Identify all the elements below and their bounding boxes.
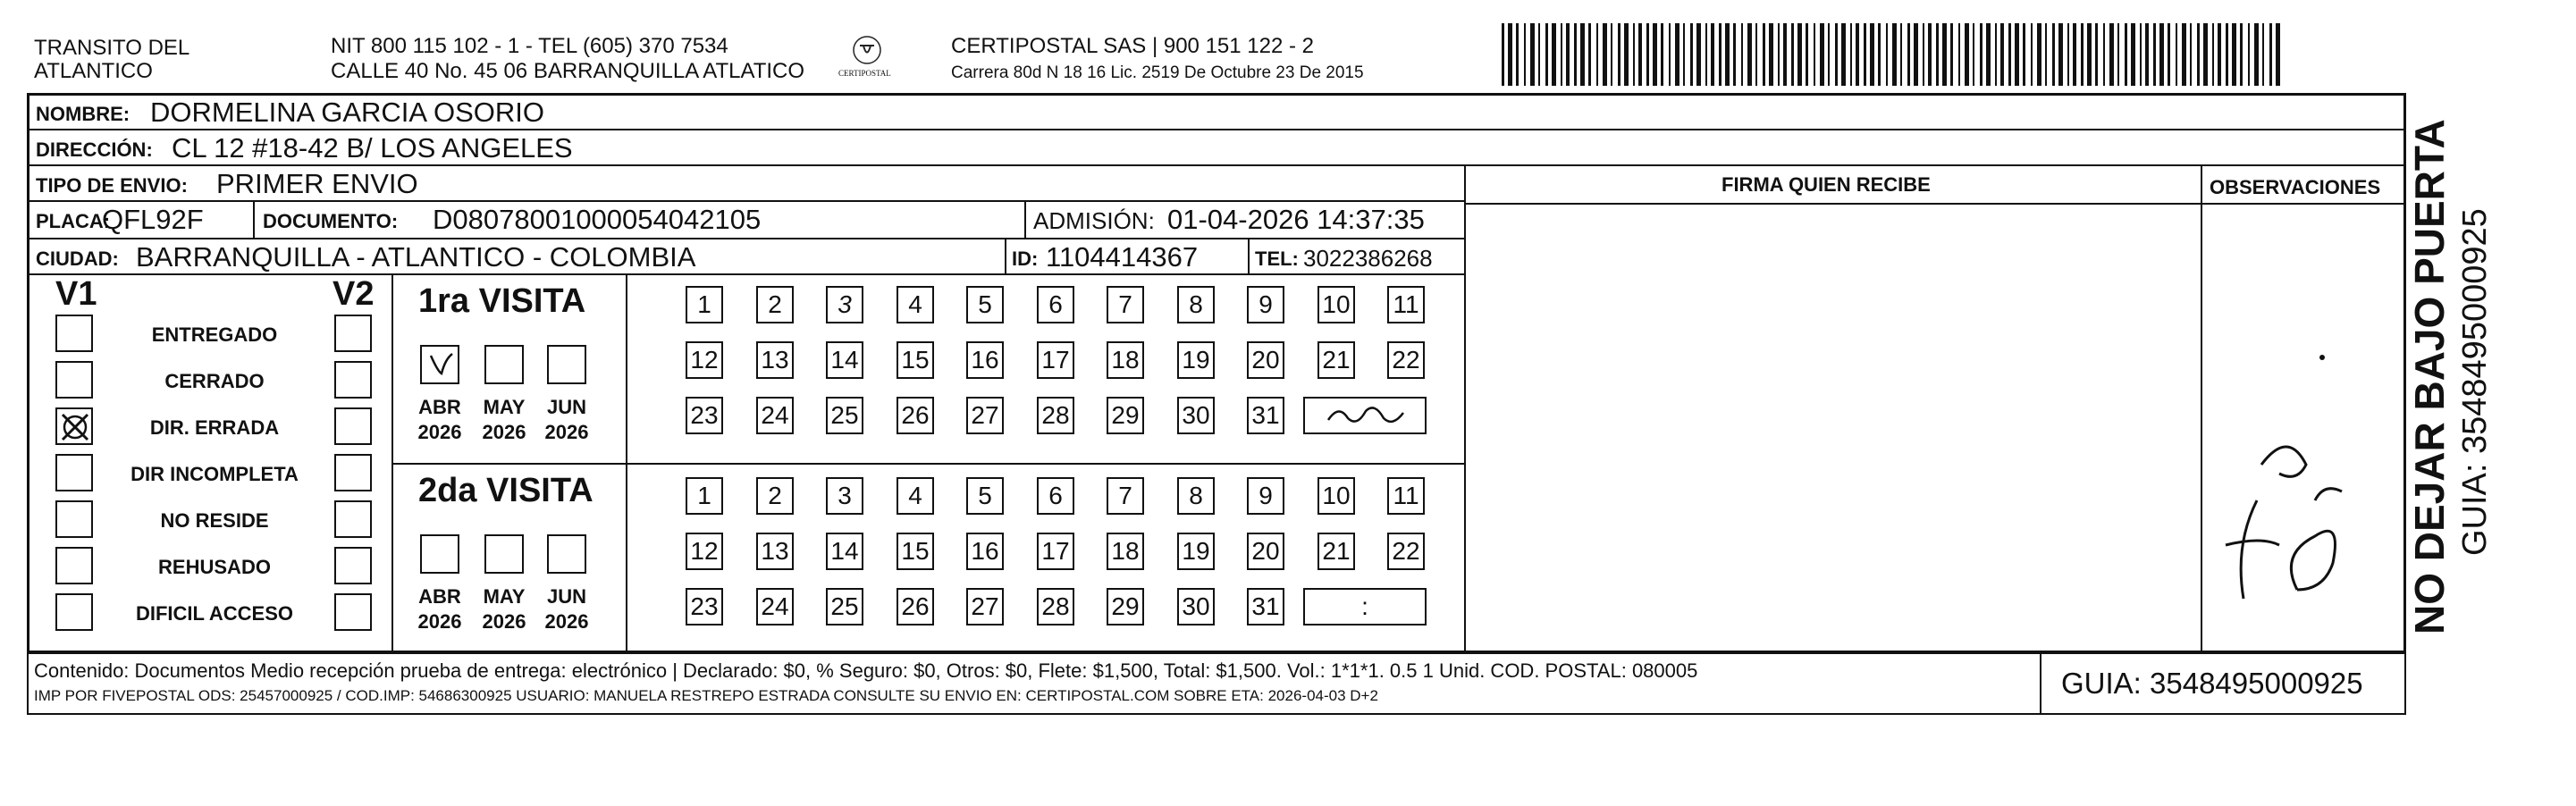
barcode-bar (1741, 23, 1743, 86)
visit2-day-cell[interactable]: 16 (966, 533, 1004, 570)
direccion-label: DIRECCIÓN: (36, 139, 153, 161)
barcode-bar (1705, 23, 1707, 86)
visit2-month-checkbox[interactable] (484, 534, 524, 574)
rule (391, 463, 1464, 465)
rule (1005, 238, 1006, 273)
barcode-bar (1923, 23, 1924, 86)
side-guia: GUIA: 3548495000925 (2456, 208, 2494, 556)
barcode-bar (2190, 23, 2192, 86)
rule (626, 273, 627, 651)
visit1-day-cell[interactable]: 14 (826, 341, 863, 379)
visit2-day-cell[interactable]: 14 (826, 533, 863, 570)
admision-label: ADMISIÓN: (1033, 207, 1155, 234)
barcode-bar (1508, 23, 1512, 86)
visit2-day-cell[interactable]: 10 (1317, 477, 1355, 515)
status-option-label: DIR INCOMPLETA (130, 463, 299, 485)
barcode-bar (1596, 23, 1598, 86)
barcode-bar (2226, 23, 2228, 86)
barcode-bar (2262, 23, 2264, 86)
barcode-bar (1661, 23, 1663, 86)
barcode-bar (2095, 23, 2098, 86)
company-name-line1: TRANSITO DEL (34, 36, 190, 60)
barcode-bar (2073, 23, 2076, 86)
barcode-bar (1646, 23, 1649, 86)
handwritten-observation (2208, 322, 2369, 608)
visit2-day-cell[interactable]: 31 (1247, 588, 1284, 625)
barcode-bar (1580, 23, 1585, 86)
status-v2-checkbox[interactable] (334, 547, 372, 584)
visit1-month-year: 2026 (417, 420, 462, 443)
visit1-month-year: 2026 (482, 420, 526, 443)
rule (253, 200, 255, 238)
direccion-value: CL 12 #18-42 B/ LOS ANGELES (172, 132, 573, 164)
barcode-bar (2015, 23, 2019, 86)
barcode-bar (2037, 23, 2041, 86)
status-option-label: ENTREGADO (151, 323, 278, 346)
barcode-bar (1545, 23, 1548, 86)
visit2-month-name: ABR (418, 585, 461, 608)
visit1-month-checkbox[interactable] (547, 345, 586, 384)
admision-value: 01-04-2026 14:37:35 (1167, 204, 1425, 235)
barcode-bar (2240, 23, 2243, 86)
visit1-day-cell[interactable]: 17 (1037, 341, 1074, 379)
barcode-bar (2269, 23, 2272, 86)
status-option-label: DIFICIL ACCESO (135, 602, 293, 625)
barcode-bar (1552, 23, 1556, 86)
visit1-day-cell[interactable]: 9 (1247, 286, 1284, 323)
barcode-bar (2008, 23, 2011, 86)
visit1-day-cell[interactable]: 12 (686, 341, 723, 379)
visit2-month-year: 2026 (482, 609, 526, 633)
visit2-day-cell[interactable]: 26 (897, 588, 934, 625)
observations-header: OBSERVACIONES (2210, 176, 2381, 198)
barcode-bar (1653, 23, 1657, 86)
barcode-bar (1530, 23, 1535, 86)
visit1-day-cell[interactable]: 10 (1317, 286, 1355, 323)
barcode-bar (1950, 23, 1953, 86)
visit1-day-cell[interactable]: 31 (1247, 397, 1284, 434)
documento-value: D08078001000054042105 (433, 204, 762, 235)
barcode-bar (1719, 23, 1722, 86)
rule (2201, 164, 2202, 651)
status-v2-checkbox[interactable] (334, 593, 372, 631)
barcode-bar (1986, 23, 1991, 86)
visit1-day-cell[interactable]: 23 (686, 397, 723, 434)
status-v2-checkbox[interactable] (334, 315, 372, 352)
company-name-line2: ATLANTICO (34, 59, 153, 83)
status-option-label: NO RESIDE (160, 509, 269, 532)
barcode-bar (1864, 23, 1866, 86)
barcode-bar (2248, 23, 2250, 86)
status-option-label: DIR. ERRADA (149, 416, 280, 439)
visit2-day-cell[interactable]: 21 (1317, 533, 1355, 570)
placa-value: QFL92F (102, 204, 204, 235)
visit1-month-name: JUN (546, 396, 586, 418)
barcode-bar (2168, 23, 2170, 86)
rule (27, 713, 2406, 715)
barcode-bar (1618, 23, 1621, 86)
barcode-bar (1683, 23, 1685, 86)
barcode-bar (2276, 23, 2280, 86)
barcode-bar (1725, 23, 1730, 86)
visit1-day-cell[interactable]: 20 (1247, 341, 1284, 379)
barcode-bar (1778, 23, 1780, 86)
status-v2-checkbox[interactable] (334, 500, 372, 538)
side-warning: NO DEJAR BAJO PUERTA (2406, 119, 2453, 634)
visit2-day-cell[interactable]: 25 (826, 588, 863, 625)
barcode-bar (1914, 23, 1918, 86)
visit1-day-cell[interactable]: 4 (897, 286, 934, 323)
barcode-bar (2000, 23, 2004, 86)
nombre-label: NOMBRE: (36, 103, 130, 125)
barcode-bar (1995, 23, 1997, 86)
barcode-bar (2140, 23, 2142, 86)
status-v1-checkbox[interactable] (55, 593, 93, 631)
barcode-bar (1696, 23, 1701, 86)
visit2-month-checkbox[interactable] (547, 534, 586, 574)
visit2-day-cell[interactable]: 4 (897, 477, 934, 515)
certipostal-line: CERTIPOSTAL SAS | 900 151 122 - 2 (951, 34, 1314, 58)
barcode-bar (2254, 23, 2259, 86)
barcode-bar (1669, 23, 1671, 86)
barcode-bar (1892, 23, 1897, 86)
barcode-bar (1566, 23, 1570, 86)
barcode-bar (2031, 23, 2033, 86)
visit2-day-cell[interactable]: 13 (756, 533, 794, 570)
visit2-month-label (408, 584, 471, 634)
barcode-bar (1747, 23, 1752, 86)
barcode-bar (2125, 23, 2127, 86)
visit2-day-cell[interactable]: 27 (966, 588, 1004, 625)
visit2-day-cell[interactable]: 6 (1037, 477, 1074, 515)
barcode-bar (1502, 23, 1504, 86)
barcode-bar (1561, 23, 1562, 86)
visit2-month-year: 2026 (544, 609, 589, 633)
barcode-bar (1675, 23, 1679, 86)
barcode-bar (2203, 23, 2208, 86)
rule (1464, 164, 1466, 651)
visit1-month-name: MAY (483, 396, 526, 418)
visit1-day-cell[interactable]: 25 (826, 397, 863, 434)
status-v1-checkbox[interactable] (55, 547, 93, 584)
barcode-bar (1516, 23, 1519, 86)
tel-value: 3022386268 (1303, 245, 1433, 272)
barcode-bar (2197, 23, 2200, 86)
visit2-day-cell[interactable]: 8 (1177, 477, 1215, 515)
barcode-bar (2067, 23, 2069, 86)
address-line: CALLE 40 No. 45 06 BARRANQUILLA ATLATICO (331, 59, 805, 83)
barcode-bar (1835, 23, 1838, 86)
rule (27, 129, 2406, 130)
barcode-bar (2045, 23, 2047, 86)
barcode-bar (1820, 23, 1824, 86)
visit1-month-name: ABR (418, 396, 461, 418)
barcode-bar (1733, 23, 1736, 86)
visit1-day-cell[interactable]: 29 (1107, 397, 1144, 434)
barcode-bar (1980, 23, 1983, 86)
visit2-day-cell[interactable]: 22 (1387, 533, 1425, 570)
status-v2-checkbox[interactable] (334, 454, 372, 491)
visit1-month-checkbox[interactable] (420, 345, 459, 384)
signature-header: FIRMA QUIEN RECIBE (1722, 173, 1931, 196)
visit1-title: 1ra VISITA (418, 282, 586, 320)
visit2-day-cell[interactable]: 11 (1387, 477, 1425, 515)
visit2-day-cell[interactable]: 1 (686, 477, 723, 515)
visit1-day-cell[interactable]: 19 (1177, 341, 1215, 379)
barcode-bar (1763, 23, 1765, 86)
nit-line: NIT 800 115 102 - 1 - TEL (605) 370 7534 (331, 34, 728, 58)
status-v1-checkbox[interactable] (55, 454, 93, 491)
tel-label: TEL: (1255, 248, 1299, 270)
visit1-month-label (473, 395, 535, 444)
visit2-day-cell[interactable]: 19 (1177, 533, 1215, 570)
visit1-day-cell[interactable]: 21 (1317, 341, 1355, 379)
nombre-value: DORMELINA GARCIA OSORIO (150, 97, 544, 128)
visit1-day-cell[interactable]: 15 (897, 341, 934, 379)
barcode-bar (2232, 23, 2236, 86)
rule (1024, 200, 1026, 238)
barcode-bar (1841, 23, 1846, 86)
barcode-bar (1886, 23, 1888, 86)
barcode-bar (1856, 23, 1859, 86)
visit1-day-cell[interactable]: 11 (1387, 286, 1425, 323)
barcode-bar (1603, 23, 1607, 86)
visit1-month-label (408, 395, 471, 444)
id-label: ID: (1012, 248, 1039, 270)
status-v1-checkbox[interactable] (55, 361, 93, 399)
barcode-bar (2145, 23, 2149, 86)
rule (27, 651, 2406, 652)
rule (2404, 651, 2406, 715)
cross-mark-icon (57, 409, 93, 445)
visit1-day-cell[interactable]: 24 (756, 397, 794, 434)
visit2-time-box[interactable]: : (1303, 588, 1427, 625)
barcode-bar (1690, 23, 1693, 86)
status-v1-checkbox[interactable] (55, 315, 93, 352)
visit2-month-label (473, 584, 535, 634)
barcode-bar (1769, 23, 1773, 86)
barcode-bar (2052, 23, 2055, 86)
visit2-day-cell[interactable]: 12 (686, 533, 723, 570)
v2-label: V2 (333, 275, 375, 313)
visit2-day-cell[interactable]: 2 (756, 477, 794, 515)
v1-label: V1 (55, 275, 97, 313)
status-option-label: REHUSADO (158, 556, 271, 578)
barcode-bar (1965, 23, 1969, 86)
handwritten-time-scribble (1321, 400, 1410, 432)
ciudad-label: CIUDAD: (36, 248, 119, 270)
rule (391, 273, 393, 651)
visit2-day-cell[interactable]: 17 (1037, 533, 1074, 570)
visit1-day-cell[interactable]: 13 (756, 341, 794, 379)
ciudad-value: BARRANQUILLA - ATLANTICO - COLOMBIA (136, 241, 696, 273)
barcode-bar (1870, 23, 1874, 86)
visit1-day-cell[interactable]: 8 (1177, 286, 1215, 323)
imp-line: IMP POR FIVEPOSTAL ODS: 25457000925 / COD.IMP: 54686300925 USUARIO: MANUELA RESTREPO ESTRADA CONSULTE SU ENVIO EN: CERTIPOSTAL.COM SOBRE ETA: 2026-04-03 D+2 (34, 687, 1378, 704)
barcode-bar (1711, 23, 1714, 86)
rule (2040, 651, 2041, 713)
barcode-bar (2117, 23, 2119, 86)
barcode-bar (2131, 23, 2135, 86)
barcode (1502, 23, 2288, 86)
visit1-day-cell[interactable]: 2 (756, 286, 794, 323)
visit2-month-label (535, 584, 598, 634)
barcode-bar (1900, 23, 1902, 86)
barcode-bar (1850, 23, 1852, 86)
visit1-day-cell[interactable]: 18 (1107, 341, 1144, 379)
visit1-day-cell[interactable]: 5 (966, 286, 1004, 323)
visit1-day-cell[interactable]: 1 (686, 286, 723, 323)
status-option-label: CERRADO (164, 370, 265, 392)
status-v2-checkbox[interactable] (334, 407, 372, 445)
certipostal-logo (831, 32, 903, 86)
barcode-bar (1638, 23, 1642, 86)
visit1-day-cell[interactable]: 22 (1387, 341, 1425, 379)
visit1-day-cell[interactable]: 30 (1177, 397, 1215, 434)
barcode-bar (2103, 23, 2105, 86)
barcode-bar (1878, 23, 1881, 86)
barcode-bar (1574, 23, 1577, 86)
barcode-bar (1936, 23, 1939, 86)
visit2-title: 2da VISITA (418, 472, 593, 509)
barcode-bar (1791, 23, 1794, 86)
footer-guia: GUIA: 3548495000925 (2061, 667, 2363, 700)
rule (27, 273, 1466, 275)
visit2-day-cell[interactable]: 28 (1037, 588, 1074, 625)
barcode-bar (1624, 23, 1629, 86)
check-mark-icon (422, 347, 458, 382)
visit2-day-cell[interactable]: 5 (966, 477, 1004, 515)
rule (1248, 238, 1250, 273)
status-v1-checkbox[interactable] (55, 407, 93, 445)
barcode-bar (2023, 23, 2025, 86)
barcode-bar (1973, 23, 1974, 86)
documento-label: DOCUMENTO: (263, 210, 399, 232)
rule (27, 651, 29, 715)
placa-label: PLACA: (36, 210, 111, 232)
contenido-line: Contenido: Documentos Medio recepción prueba de entrega: electrónico | Declarado: $0, % Seguro: $0, Otros: $0, Flete: $1,500, Total: $1,500. Vol.: 1*1*1. 0.5 1 Unid. COD. POSTAL: 080005 (34, 659, 1698, 682)
barcode-bar (1588, 23, 1591, 86)
barcode-bar (2218, 23, 2221, 86)
barcode-bar (1806, 23, 1808, 86)
barcode-bar (2058, 23, 2063, 86)
barcode-bar (2159, 23, 2164, 86)
barcode-bar (1828, 23, 1830, 86)
barcode-bar (2182, 23, 2186, 86)
barcode-bar (2087, 23, 2092, 86)
barcode-bar (2081, 23, 2084, 86)
visit1-day-cell[interactable]: 6 (1037, 286, 1074, 323)
barcode-bar (1942, 23, 1947, 86)
certipostal-license: Carrera 80d N 18 16 Lic. 2519 De Octubre 23 De 2015 (951, 63, 1364, 82)
barcode-bar (1633, 23, 1635, 86)
visit1-month-label (535, 395, 598, 444)
barcode-bar (1611, 23, 1612, 86)
rule (27, 164, 2406, 166)
visit2-day-cell[interactable]: 15 (897, 533, 934, 570)
visit2-day-cell[interactable]: 3 (826, 477, 863, 515)
barcode-bar (1797, 23, 1802, 86)
visit2-day-cell[interactable]: 18 (1107, 533, 1144, 570)
barcode-bar (1814, 23, 1815, 86)
visit2-month-name: MAY (483, 585, 526, 608)
rule (1466, 203, 2406, 205)
visit1-day-cell[interactable]: 3 (826, 286, 863, 323)
visit2-day-cell[interactable]: 7 (1107, 477, 1144, 515)
status-v2-checkbox[interactable] (334, 361, 372, 399)
tipo-envio-label: TIPO DE ENVIO: (36, 174, 188, 197)
visit2-day-cell[interactable]: 29 (1107, 588, 1144, 625)
visit2-month-year: 2026 (417, 609, 462, 633)
logo-text: CERTIPOSTAL (838, 69, 891, 78)
barcode-bar (1524, 23, 1526, 86)
rule (27, 238, 1466, 239)
visit2-month-checkbox[interactable] (420, 534, 459, 574)
visit2-month-name: JUN (546, 585, 586, 608)
status-v1-checkbox[interactable] (55, 500, 93, 538)
visit2-day-cell[interactable]: 30 (1177, 588, 1215, 625)
barcode-bar (1958, 23, 1960, 86)
barcode-bar (1907, 23, 1910, 86)
barcode-bar (1538, 23, 1540, 86)
barcode-bar (2153, 23, 2156, 86)
visit2-day-cell[interactable]: 24 (756, 588, 794, 625)
rule (27, 200, 1466, 202)
barcode-bar (2176, 23, 2177, 86)
tipo-envio-value: PRIMER ENVIO (216, 168, 418, 199)
barcode-bar (2212, 23, 2214, 86)
visit1-day-cell[interactable]: 26 (897, 397, 934, 434)
visit2-day-cell[interactable]: 9 (1247, 477, 1284, 515)
visit1-day-cell[interactable]: 27 (966, 397, 1004, 434)
visit2-day-cell[interactable]: 23 (686, 588, 723, 625)
barcode-bar (1928, 23, 1932, 86)
visit1-month-year: 2026 (544, 420, 589, 443)
visit1-month-checkbox[interactable] (484, 345, 524, 384)
visit1-day-cell[interactable]: 28 (1037, 397, 1074, 434)
barcode-bar (1783, 23, 1787, 86)
barcode-bar (1755, 23, 1757, 86)
id-value: 1104414367 (1046, 241, 1199, 273)
barcode-bar (2109, 23, 2114, 86)
visit1-day-cell[interactable]: 16 (966, 341, 1004, 379)
visit2-day-cell[interactable]: 20 (1247, 533, 1284, 570)
visit1-day-cell[interactable]: 7 (1107, 286, 1144, 323)
